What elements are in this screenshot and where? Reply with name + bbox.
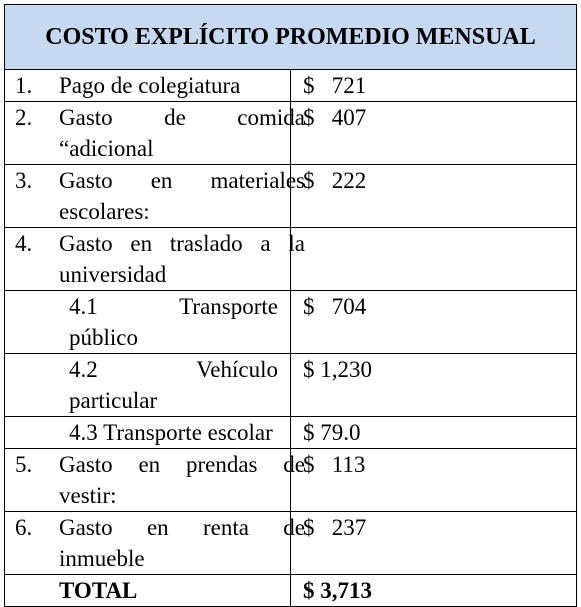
row-number: 4. bbox=[15, 231, 33, 256]
total-label: TOTAL bbox=[59, 578, 138, 603]
row-label-line1: Gasto en traslado a la bbox=[59, 231, 305, 256]
row-label-line2: escolares: bbox=[59, 199, 150, 224]
row-description bbox=[5, 354, 291, 417]
row-description bbox=[5, 512, 305, 575]
total-row bbox=[5, 575, 577, 607]
row-description bbox=[5, 165, 305, 228]
row-value bbox=[291, 354, 577, 417]
row-number: 1. bbox=[15, 73, 33, 98]
sub-number: 4.1 bbox=[69, 294, 98, 319]
table-row bbox=[5, 228, 577, 291]
row-label-line1: Gasto en renta de bbox=[59, 515, 305, 540]
row-value bbox=[291, 102, 577, 165]
table-row bbox=[5, 291, 577, 354]
row-number: 3. bbox=[15, 168, 33, 193]
row-amount: $ 704 bbox=[303, 294, 367, 319]
row-amount: $ 222 bbox=[303, 168, 367, 193]
total-value-cell bbox=[291, 575, 577, 607]
sub-label-line2: particular bbox=[69, 388, 158, 413]
sub-label-line2: público bbox=[69, 325, 138, 350]
row-label-line2: vestir: bbox=[59, 483, 117, 508]
table-row bbox=[5, 165, 577, 228]
row-value bbox=[291, 417, 577, 449]
row-label-line2: inmueble bbox=[59, 546, 145, 571]
row-value bbox=[291, 70, 577, 102]
row-description bbox=[5, 102, 305, 165]
row-description bbox=[5, 291, 291, 354]
table-title: COSTO EXPLÍCITO PROMEDIO MENSUAL bbox=[5, 5, 577, 70]
row-amount: $ 1,230 bbox=[303, 357, 372, 382]
cost-table bbox=[4, 4, 577, 607]
cost-table-container bbox=[4, 4, 577, 607]
row-amount: $ 79.0 bbox=[303, 420, 361, 445]
row-amount: $ 237 bbox=[303, 515, 367, 540]
total-amount: $ 3,713 bbox=[303, 578, 372, 603]
row-number: 6. bbox=[15, 515, 33, 540]
row-value bbox=[291, 165, 577, 228]
row-description bbox=[5, 417, 291, 449]
row-value bbox=[291, 291, 577, 354]
row-description bbox=[5, 228, 305, 291]
sub-label: Transporte bbox=[179, 294, 278, 319]
row-number: 2. bbox=[15, 105, 33, 130]
row-number: 5. bbox=[15, 452, 33, 477]
row-label-line1: Gasto en materiales bbox=[59, 168, 305, 193]
row-amount: $ 407 bbox=[303, 105, 367, 130]
row-description bbox=[5, 449, 305, 512]
row-label-line2: “adicional bbox=[59, 136, 154, 161]
total-label-cell bbox=[5, 575, 291, 607]
row-label: Pago de colegiatura bbox=[59, 73, 241, 98]
table-row bbox=[5, 417, 577, 449]
row-value bbox=[291, 228, 577, 291]
row-value bbox=[291, 449, 577, 512]
row-amount: $ 113 bbox=[303, 452, 366, 477]
row-label-line1: Gasto en prendas de bbox=[59, 452, 305, 477]
row-label-line1: Gasto de comida bbox=[59, 105, 305, 130]
sub-number: 4.2 bbox=[69, 357, 98, 382]
row-value bbox=[291, 512, 577, 575]
row-amount: $ 721 bbox=[303, 73, 367, 98]
table-row bbox=[5, 512, 577, 575]
row-label: 4.3 Transporte escolar bbox=[69, 420, 273, 445]
table-row bbox=[5, 70, 577, 102]
table-row bbox=[5, 354, 577, 417]
table-row bbox=[5, 449, 577, 512]
row-label-line2: universidad bbox=[59, 262, 167, 287]
table-row bbox=[5, 102, 577, 165]
row-description bbox=[5, 70, 291, 102]
table-header-row bbox=[5, 5, 577, 70]
sub-label: Vehículo bbox=[196, 357, 278, 382]
